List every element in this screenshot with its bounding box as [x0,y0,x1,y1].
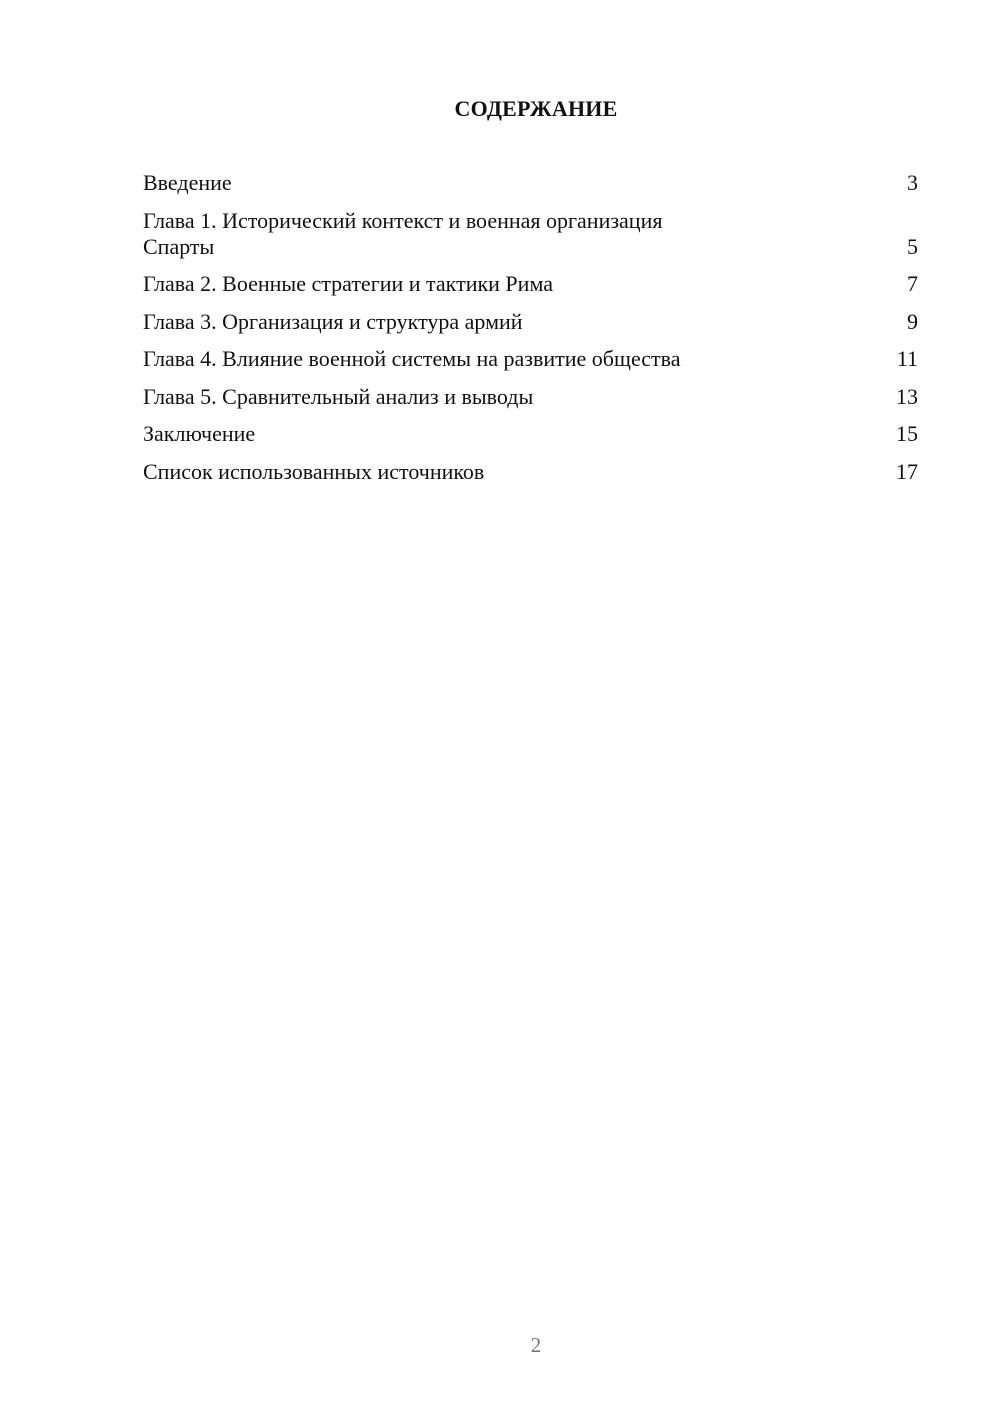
toc-entry-page: 13 [896,383,918,409]
toc-entry-page: 9 [907,308,918,334]
toc-entry-conclusion [143,421,918,447]
toc-entry-label-line1: Глава 1. Исторический контекст и военная организация [143,207,663,233]
toc-entry-label: Заключение [143,421,256,446]
toc-entry-label: Глава 2. Военные стратегии и тактики Рима [143,271,553,296]
page-number: 2 [530,1333,542,1357]
toc-entry-page: 7 [907,271,918,296]
toc-entry-references [143,459,918,485]
toc-entry-chapter-1 [143,208,918,260]
toc-entry-introduction [143,170,918,196]
toc-entry-label [143,208,918,260]
toc-entry-label: Список использованных источников [143,458,485,484]
toc-entry-label: Введение [143,170,232,195]
page-title: СОДЕРЖАНИЕ [454,96,618,121]
toc-entry-label: Глава 4. Влияние военной системы на развитие общества [143,346,681,371]
toc-entry-page: 5 [907,233,918,259]
toc-entry-chapter-3 [143,309,918,335]
toc-entry-chapter-4 [143,346,918,372]
toc-entry-chapter-5 [143,384,918,410]
toc-entry-chapter-2 [143,271,918,297]
toc-entry-page: 15 [896,421,918,446]
toc-entry-page: 3 [907,170,918,195]
toc-entry-label: Глава 3. Организация и структура армий [143,308,523,334]
table-of-contents [143,170,918,496]
toc-entry-label-line2: Спарты [143,233,215,259]
toc-entry-page: 17 [896,458,918,484]
toc-entry-label: Глава 5. Сравнительный анализ и выводы [143,383,534,409]
toc-entry-page: 11 [896,346,918,371]
